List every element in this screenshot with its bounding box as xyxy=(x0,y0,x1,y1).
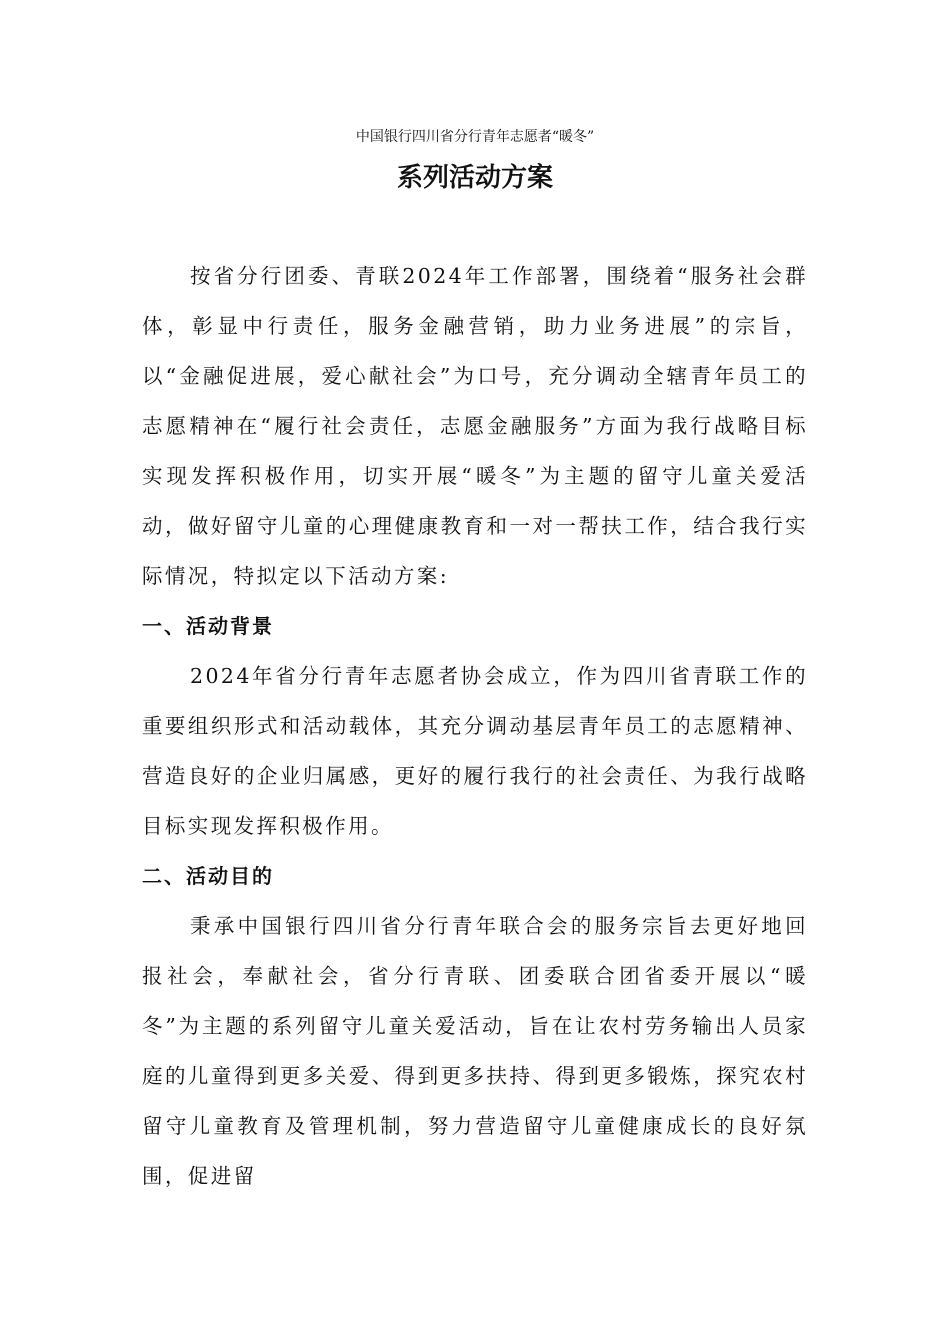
background-paragraph: 2024年省分行青年志愿者协会成立，作为四川省青联工作的重要组织形式和活动载体，其充分调动基层青年员工的志愿精神、营造良好的企业归属感，更好的履行我行的社会责任、为我行战略目标实现发挥积极作用。 xyxy=(142,664,808,838)
purpose-paragraph: 秉承中国银行四川省分行青年联合会的服务宗旨去更好地回报社会，奉献社会，省分行青联、团委联合团省委开展以“暖冬”为主题的系列留守儿童关爱活动，旨在让农村劳务输出人员家庭的儿童得到更多关爱、得到更多扶持、得到更多锻炼，探究农村留守儿童教育及管理机制，努力营造留守儿童健康成长的良好氛围，促进留 xyxy=(142,914,808,1188)
section-heading-background: 一、活动背景 xyxy=(142,614,274,638)
document-title: 系列活动方案 xyxy=(396,163,553,193)
document-subtitle: 中国银行四川省分行青年志愿者“暖冬” xyxy=(355,129,595,145)
section-heading-purpose: 二、活动目的 xyxy=(142,864,274,888)
intro-paragraph: 按省分行团委、青联2024年工作部署，围绕着“服务社会群体，彰显中行责任，服务金融营销，助力业务进展”的宗旨，以“金融促进展，爱心献社会”为口号，充分调动全辖青年员工的志愿精神在“履行社会责任，志愿金融服务”方面为我行战略目标实现发挥积极作用，切实开展“暖冬”为主题的留守儿童关爱活动，做好留守儿童的心理健康教育和一对一帮扶工作，结合我行实际情况，特拟定以下活动方案: xyxy=(142,264,808,588)
document-body xyxy=(142,251,808,1201)
